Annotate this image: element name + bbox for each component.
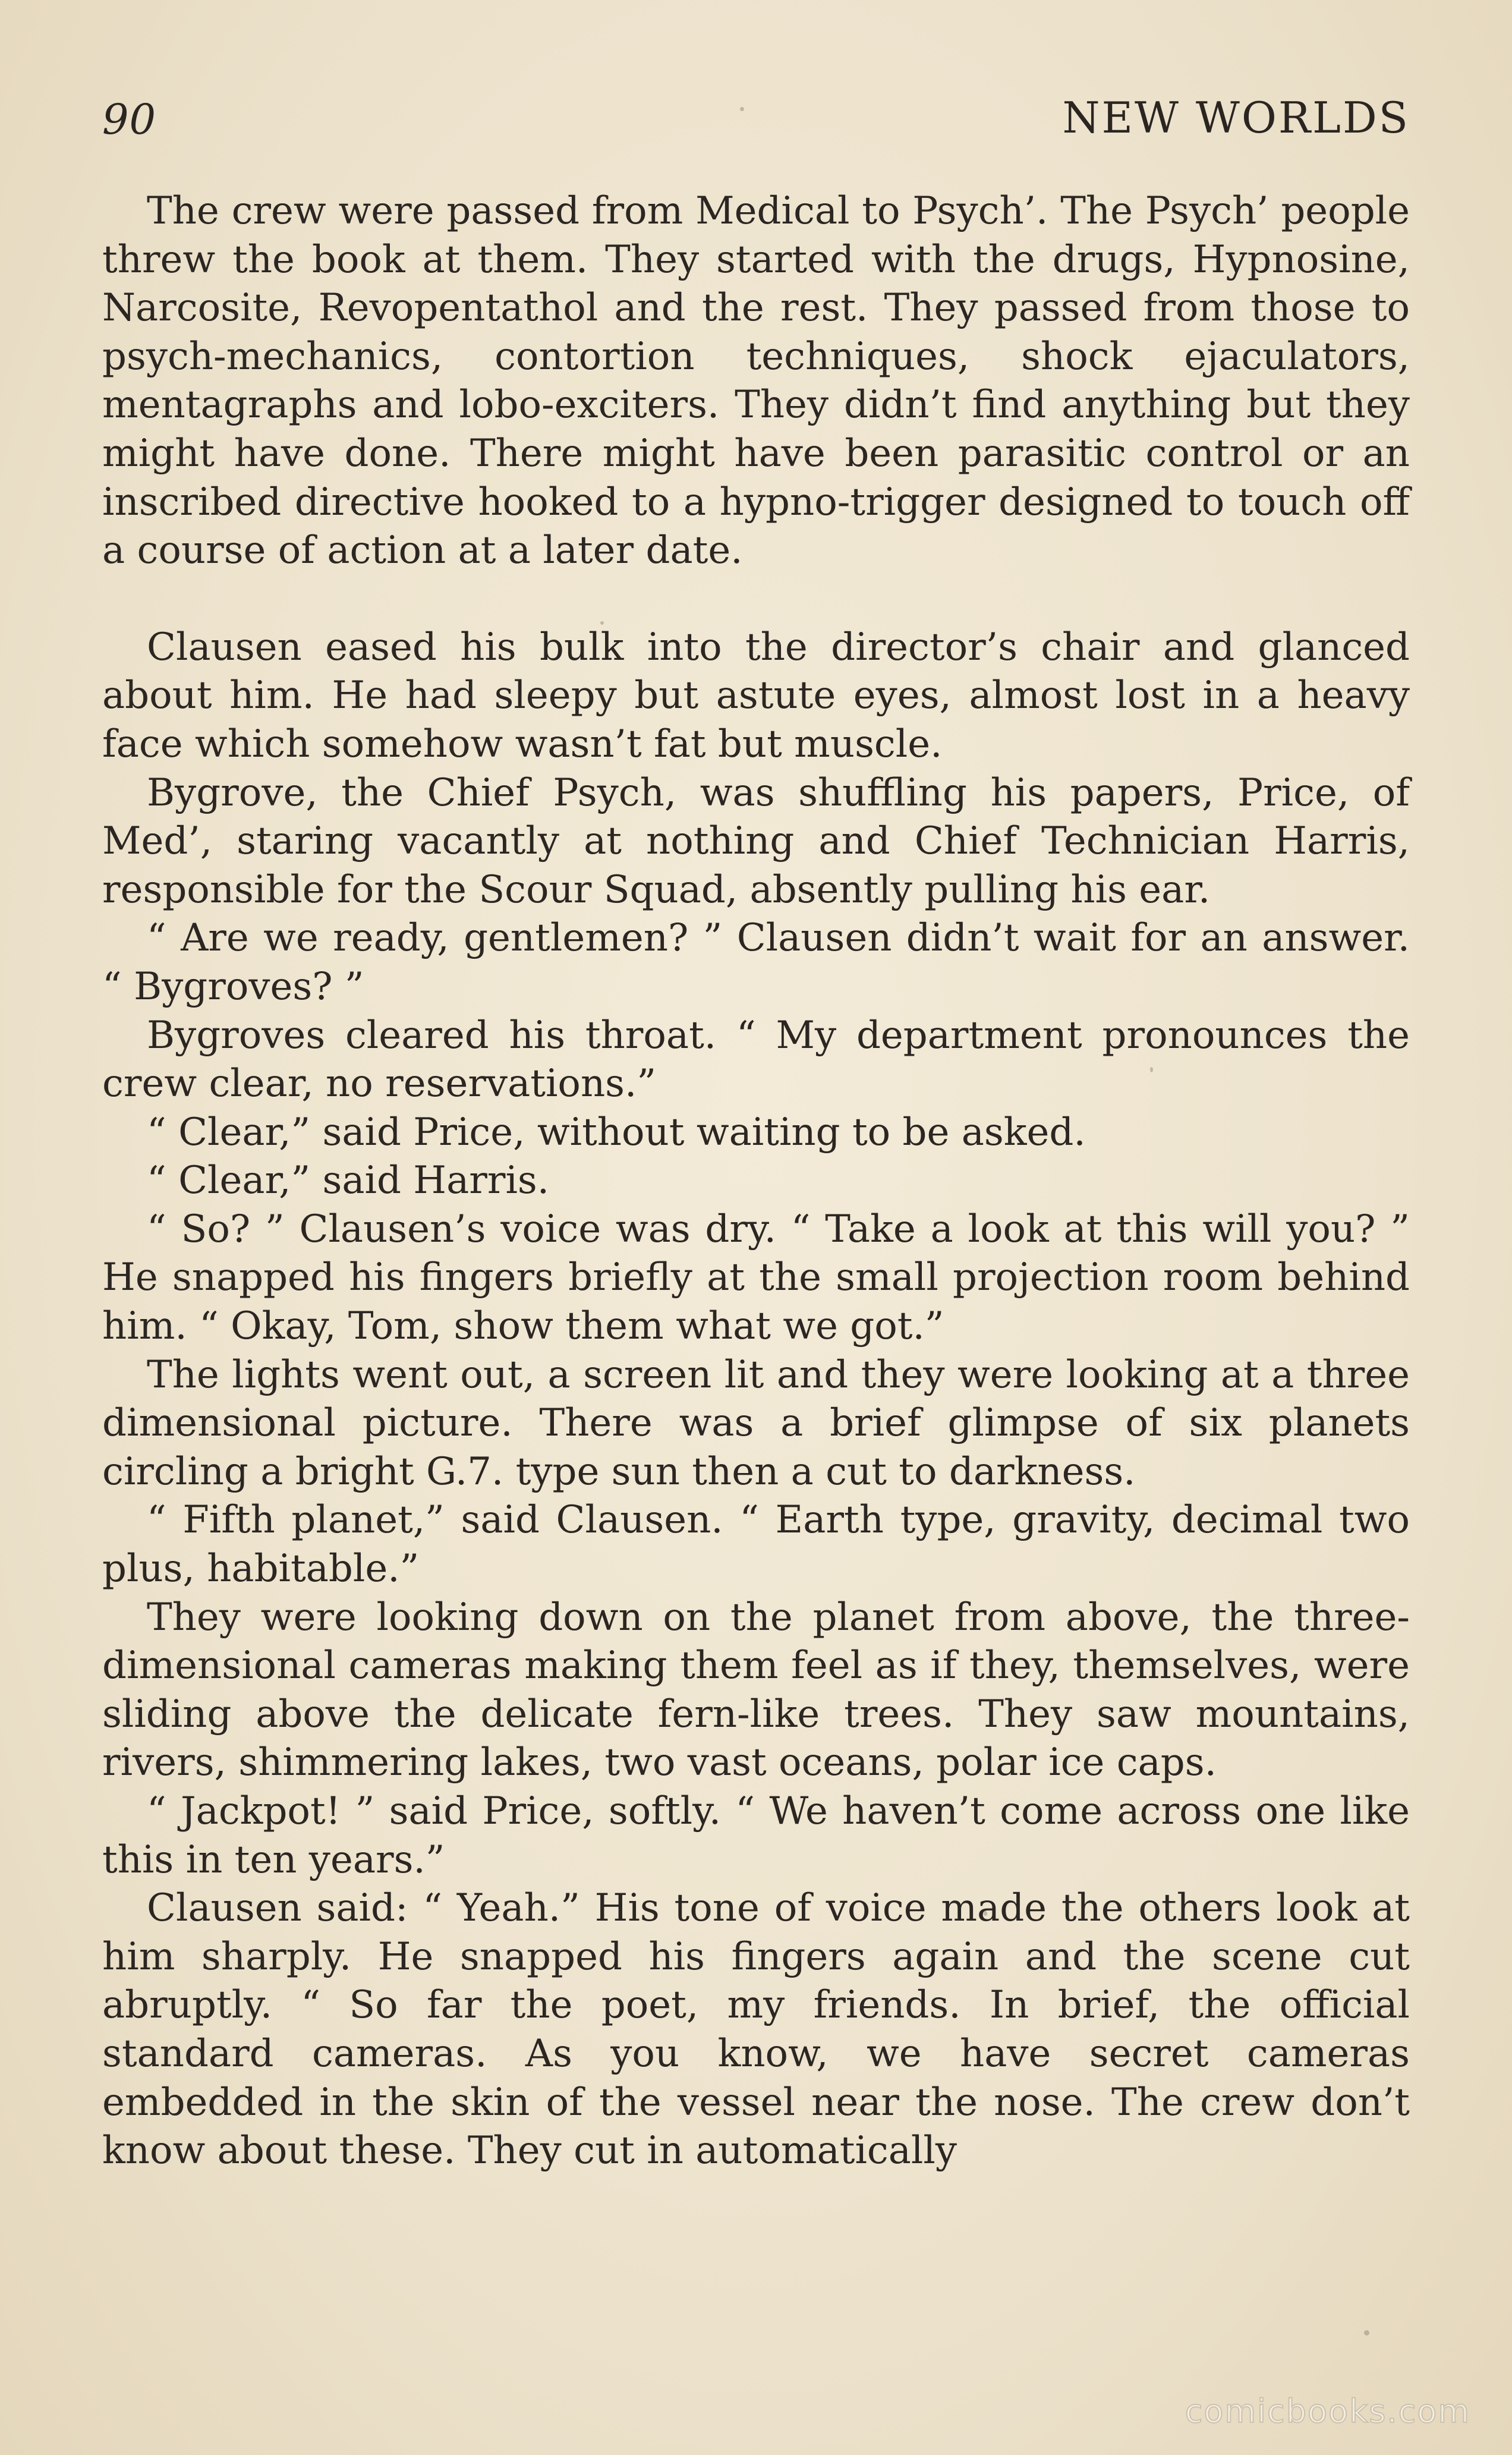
paper-speck: [984, 1911, 987, 1916]
paragraph: Bygrove, the Chief Psych, was shuffling his papers, Price, of Med’, staring vacantly at nothing and Chief Technician Harris, responsible for the Scour Squad, absently pulling his ear.: [102, 770, 1410, 912]
paragraph: They were looking down on the planet from above, the three-dimensional cameras making them feel as if they, themselves, were sliding above the delicate fern-like trees. They saw mountains, rivers, shimmering lakes, two vast oceans, polar ice caps.: [102, 1595, 1410, 1785]
paper-speck: [600, 621, 604, 625]
paper-speck: [740, 107, 744, 111]
paper-speck: [1150, 1067, 1153, 1072]
paragraph: Clausen eased his bulk into the director’s chair and glanced about him. He had sleepy but astute eyes, almost lost in a heavy face which somehow wasn’t fat but muscle.: [102, 625, 1410, 766]
paragraph: “ So? ” Clausen’s voice was dry. “ Take a look at this will you? ” He snapped his fingers briefly at the small projection room behind him. “ Okay, Tom, show them what we got.”: [102, 1207, 1410, 1349]
paper-speck: [1364, 2330, 1369, 2336]
paragraph: Bygroves cleared his throat. “ My department pronounces the crew clear, no reservations.”: [102, 1013, 1410, 1106]
paragraph: “ Clear,” said Harris.: [147, 1159, 550, 1203]
running-head: NEW WORLDS: [1062, 93, 1410, 143]
paragraph: “ Fifth planet,” said Clausen. “ Earth type, gravity, decimal two plus, habitable.”: [102, 1498, 1410, 1591]
body-text: [102, 187, 1410, 2176]
paragraph: “ Clear,” said Price, without waiting to be asked.: [147, 1110, 1086, 1154]
paragraph: The lights went out, a screen lit and they were looking at a three dimensional picture. There was a brief glimpse of six planets circling a bright G.7. type sun then a cut to darkness.: [102, 1352, 1410, 1494]
paragraph: The crew were passed from Medical to Psych’. The Psych’ people threw the book at them. They started with the drugs, Hypnosine, Narcosite, Revopentathol and the rest. They passed from those to psych-mechanics, contortion techniques, shock ejaculators, mentagraphs and lobo-exciters. They didn’t find anything but they might have done. There might have been parasitic control or an inscribed directive hooked to a hypno-trigger designed to touch off a course of action at a later date.: [102, 189, 1410, 573]
watermark: comicbooks.com: [1185, 2393, 1470, 2430]
paragraph: “ Jackpot! ” said Price, softly. “ We haven’t come across one like this in ten years.”: [102, 1789, 1410, 1882]
page-header: [102, 89, 1410, 149]
page-number: 90: [102, 95, 157, 144]
paragraph: “ Are we ready, gentlemen? ” Clausen didn’t wait for an answer. “ Bygroves? ”: [102, 916, 1410, 1009]
paragraph: Clausen said: “ Yeah.” His tone of voice made the others look at him sharply. He snapped his fingers again and the scene cut abruptly. “ So far the poet, my friends. In brief, the official standard cameras. As you know, we have secret cameras embedded in the skin of the vessel near the nose. The crew don’t know about these. They cut in automatically: [102, 1886, 1410, 2173]
